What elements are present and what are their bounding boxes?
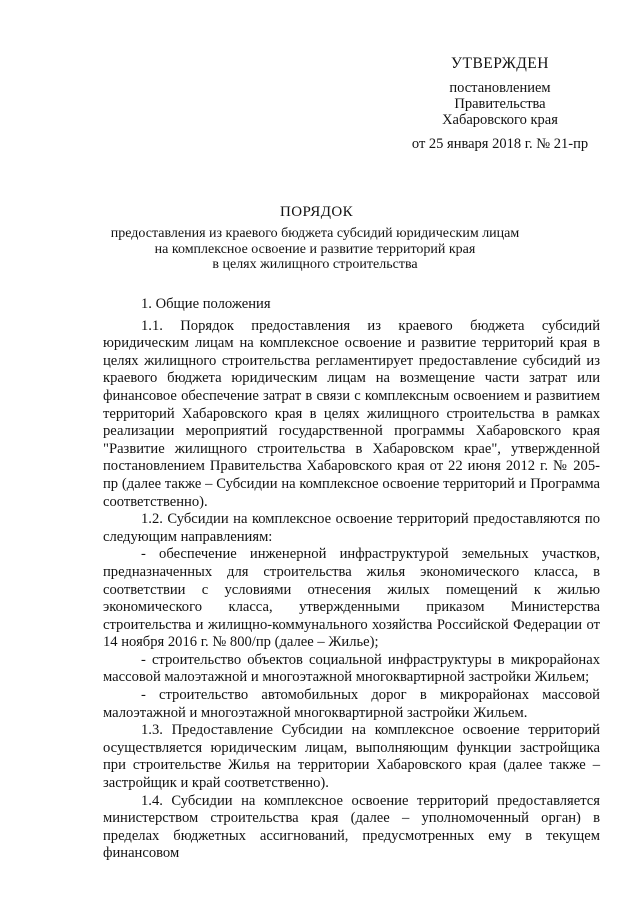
subtitle-line-3: в целях жилищного строительства <box>212 257 418 272</box>
paragraph-1-4: 1.4. Субсидии на комплексное освоение территорий предоставляется министерством строительства края (далее – уполномоченный орган) в пределах бюджетных ассигнований, предусмотренных ему в текущем финансовом <box>103 792 600 862</box>
paragraph-1-2: 1.2. Субсидии на комплексное освоение территорий предоставляются по следующим направлениям: <box>103 511 600 545</box>
section-heading: 1. Общие положения <box>141 296 271 312</box>
subtitle-line-2: на комплексное освоение и развитие территорий края <box>154 241 476 257</box>
paragraph-1-3: 1.3. Предоставление Субсидии на комплексное освоение территорий осуществляется юридическим лицам, выполняющим функции застройщика при строительстве Жилья на территории Хабаровского края (далее также – застройщик и край соответственно). <box>103 722 600 792</box>
approval-line-1: постановлением <box>449 80 551 96</box>
approval-line-2: Правительства <box>454 96 546 112</box>
subtitle-line-1: предоставления из краевого бюджета субсидий юридическим лицам <box>110 226 520 241</box>
approval-heading: УТВЕРЖДЕН <box>451 55 549 72</box>
approval-stamp <box>400 56 600 152</box>
bullet-item-2: - строительство объектов социальной инфраструктуры в микрорайонах массовой малоэтажной и многоэтажной многоквартирной застройки Жильем; <box>103 651 600 686</box>
bullet-item-1: - обеспечение инженерной инфраструктурой земельных участков, предназначенных для строительства жилья экономического класса, в соответствии с условиями отнесения жилых помещений к жилью экономического класса, утвержденными приказом Министерства строительства и жилищно-коммунального хозяйства Российской Федерации от 14 ноября 2016 г. № 800/пр (далее – Жилье); <box>103 546 600 651</box>
document-subtitle <box>100 226 530 273</box>
approval-line-3: Хабаровского края <box>442 112 558 128</box>
document-body <box>103 296 600 863</box>
document-title: ПОРЯДОК <box>280 204 353 220</box>
paragraph-1-1: 1.1. Порядок предоставления из краевого бюджета субсидий юридическим лицам на комплексное освоение и развитие территорий края в целях жилищного строительства регламентирует предоставление субсидий из краевого бюджета юридическим лицам на возмещение части затрат или финансовое обеспечение затрат в связи с комплексным освоением и развитием территорий Хабаровского края в целях жилищного строительства в рамках реализации мероприятий государственной программы Хабаровского края "Развитие жилищного строительства в Хабаровском крае", утвержденной постановлением Правительства Хабаровского края от 22 июня 2012 г. № 205-пр (далее также – Субсидии на комплексное освоение территорий и Программа соответственно). <box>103 317 600 510</box>
approval-date: от 25 января 2018 г. № 21-пр <box>411 136 589 152</box>
bullet-item-3: - строительство автомобильных дорог в микрорайонах массовой малоэтажной и многоэтажной многоквартирной застройки Жильем. <box>103 687 600 721</box>
